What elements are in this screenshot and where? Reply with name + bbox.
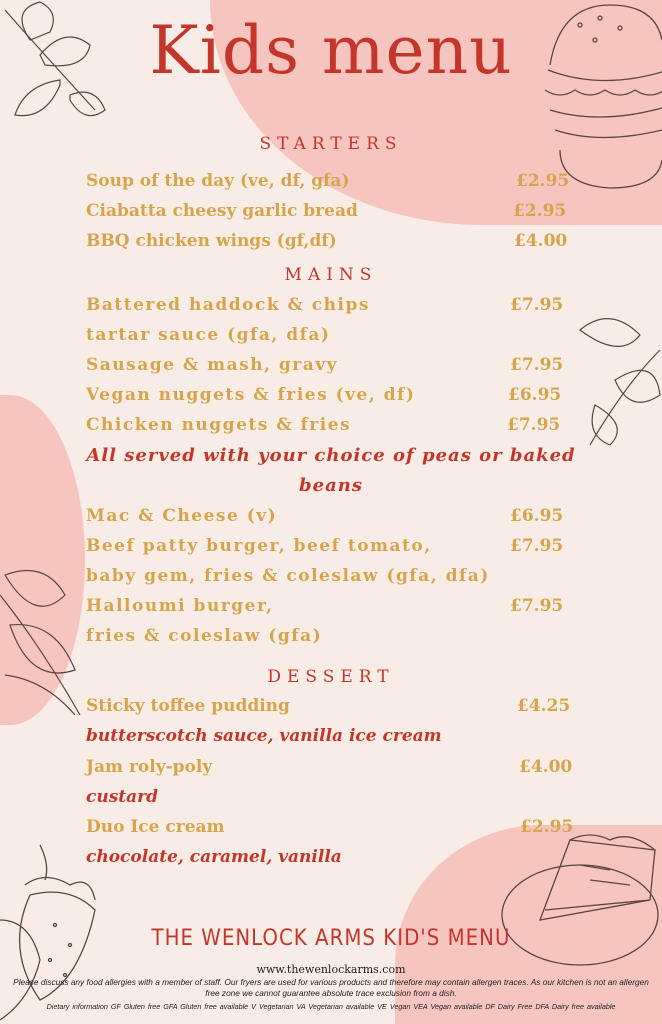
served-with-note-cont: beans xyxy=(299,475,363,496)
dietary-legend: Dietary information GF Gluten free GFA Gluten free available V Vegetarian VA Vegetarian available VE Vegan VEA Vegan available DF Dairy Free DFA Dairy free available xyxy=(46,1002,616,1011)
menu-item-price: £2.95 xyxy=(516,171,570,191)
menu-item-price: £6.95 xyxy=(508,385,562,405)
menu-item-name: Sticky toffee pudding xyxy=(86,696,290,716)
allergen-disclaimer: Please discuss any food allergies with a member of staff. Our fryers are used for various products and therefore may contain allergen traces. As our kitchen is not an allergen free zone we cannot guarantee absolute trace exclusion from a dish. xyxy=(13,977,649,998)
menu-item-name: Ciabatta cheesy garlic bread xyxy=(86,201,358,221)
menu-item-name: Chicken nuggets & fries xyxy=(86,415,352,435)
menu-item-description: fries & coleslaw (gfa) xyxy=(86,626,323,646)
oak-leaves-right-icon xyxy=(575,305,662,450)
menu-item-name: Mac & Cheese (v) xyxy=(86,506,278,526)
menu-item-description: custard xyxy=(86,787,158,807)
menu-item-name: BBQ chicken wings (gf,df) xyxy=(86,231,337,251)
footer-title: THE WENLOCK ARMS KID'S MENU xyxy=(151,926,511,951)
menu-item-price: £7.95 xyxy=(507,415,561,435)
website-link[interactable]: www.thewenlockarms.com xyxy=(256,963,406,976)
menu-item-name: Sausage & mash, gravy xyxy=(86,355,339,375)
oak-leaves-left-icon xyxy=(0,565,85,720)
menu-item-name: Halloumi burger, xyxy=(86,596,274,616)
menu-item-name: Jam roly-poly xyxy=(86,757,213,777)
menu-item-price: £7.95 xyxy=(510,355,564,375)
menu-item-price: £2.95 xyxy=(513,201,567,221)
menu-item-description: butterscotch sauce, vanilla ice cream xyxy=(86,726,442,746)
section-heading-mains: MAINS xyxy=(284,265,378,285)
menu-item-price: £4.00 xyxy=(514,231,568,251)
menu-item-name: Vegan nuggets & fries (ve, df) xyxy=(86,385,416,405)
menu-item-price: £2.95 xyxy=(520,817,574,837)
menu-item-price: £4.00 xyxy=(519,757,573,777)
menu-item-price: £4.25 xyxy=(517,696,571,716)
menu-item-price: £7.95 xyxy=(510,536,564,556)
menu-item-name: Duo Ice cream xyxy=(86,817,225,837)
menu-item-description: tartar sauce (gfa, dfa) xyxy=(86,325,331,345)
section-heading-dessert: DESSERT xyxy=(267,667,395,687)
menu-item-name: Battered haddock & chips xyxy=(86,295,370,315)
menu-item-description: chocolate, caramel, vanilla xyxy=(86,847,342,867)
served-with-note: All served with your choice of peas or baked xyxy=(86,445,576,466)
section-heading-starters: STARTERS xyxy=(259,134,403,154)
menu-item-description: baby gem, fries & coleslaw (gfa, dfa) xyxy=(86,566,490,586)
menu-item-name: Beef patty burger, beef tomato, xyxy=(86,536,432,556)
menu-title: Kids menu xyxy=(149,12,513,89)
menu-item-name: Soup of the day (ve, df, gfa) xyxy=(86,171,350,191)
menu-item-price: £7.95 xyxy=(510,295,564,315)
menu-item-price: £6.95 xyxy=(510,506,564,526)
menu-item-price: £7.95 xyxy=(510,596,564,616)
